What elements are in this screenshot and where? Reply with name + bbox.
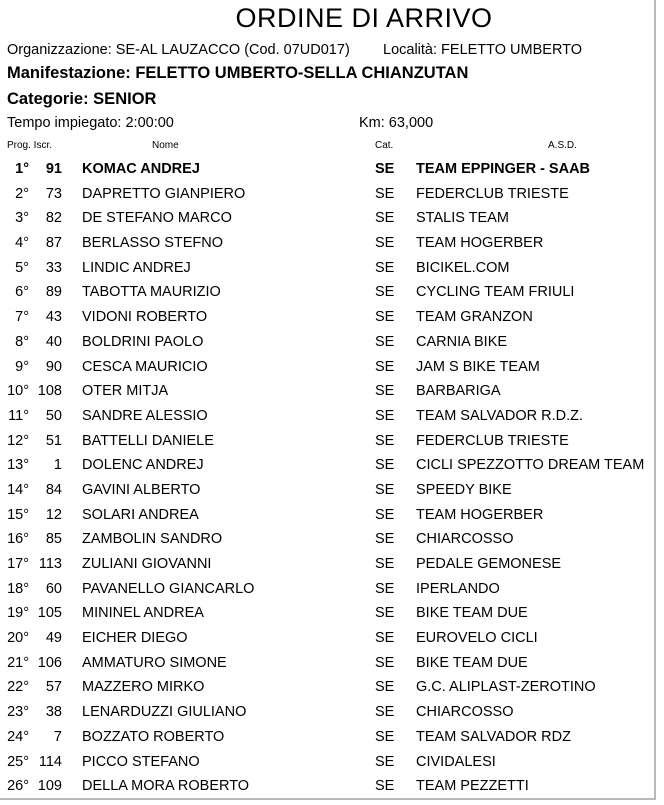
location-text: Località: FELETTO UMBERTO	[383, 42, 583, 58]
bib-number-cell: 51	[45, 432, 62, 449]
table-row	[0, 207, 656, 232]
position-cell: 11°	[8, 407, 29, 424]
rider-name-cell: SOLARI ANDREA	[82, 506, 199, 523]
bib-number-cell: 50	[45, 407, 62, 424]
team-cell: TEAM HOGERBER	[416, 506, 544, 523]
rider-name-cell: DELLA MORA ROBERTO	[82, 778, 250, 795]
category-cell: SE	[375, 185, 395, 202]
position-cell: 26°	[7, 778, 29, 795]
bib-number-cell: 89	[45, 284, 62, 301]
rider-name-cell: BOZZATO ROBERTO	[82, 728, 225, 745]
bib-number-cell: 38	[45, 704, 62, 721]
header-nome: Nome	[152, 140, 179, 151]
team-cell: G.C. ALIPLAST-ZEROTINO	[416, 679, 596, 696]
position-cell: 14°	[7, 481, 29, 498]
table-row	[0, 602, 656, 627]
team-cell: TEAM HOGERBER	[416, 235, 544, 252]
bib-number-cell: 84	[45, 481, 62, 498]
category-cell: SE	[375, 630, 395, 647]
table-row	[0, 183, 656, 208]
table-row	[0, 751, 656, 776]
table-row	[0, 380, 656, 405]
document-title: ORDINE DI ARRIVO	[235, 3, 493, 33]
position-cell: 25°	[7, 753, 29, 770]
bib-number-cell: 106	[37, 654, 62, 671]
table-row	[0, 430, 656, 455]
category-cell: SE	[375, 407, 395, 424]
category-cell: SE	[375, 580, 395, 597]
table-row	[0, 405, 656, 430]
bib-number-cell: 73	[45, 185, 62, 202]
position-cell: 8°	[15, 333, 29, 350]
bib-number-cell: 1	[53, 457, 62, 474]
header-prog-iscr: Prog. Iscr.	[7, 140, 53, 151]
team-cell: SPEEDY BIKE	[416, 481, 512, 498]
category-cell: SE	[375, 679, 395, 696]
category-cell: SE	[375, 481, 395, 498]
team-cell: CHIARCOSSO	[416, 531, 514, 548]
position-cell: 12°	[7, 432, 29, 449]
rider-name-cell: OTER MITJA	[82, 383, 169, 400]
rider-name-cell: BERLASSO STEFNO	[82, 235, 224, 252]
team-cell: BIKE TEAM DUE	[416, 605, 528, 622]
team-cell: FEDERCLUB TRIESTE	[416, 432, 569, 449]
bib-number-cell: 90	[45, 358, 62, 375]
team-cell: TEAM GRANZON	[416, 309, 533, 326]
category-cell: SE	[375, 333, 395, 350]
bib-number-cell: 91	[45, 161, 62, 177]
position-cell: 20°	[7, 630, 29, 647]
distance-text: Km: 63,000	[359, 115, 434, 131]
table-row	[0, 528, 656, 553]
rider-name-cell: DAPRETTO GIANPIERO	[82, 185, 246, 202]
table-row	[0, 331, 656, 356]
rider-name-cell: DE STEFANO MARCO	[82, 210, 232, 227]
team-cell: STALIS TEAM	[416, 210, 509, 227]
team-cell: IPERLANDO	[416, 580, 500, 597]
category-cell: SE	[375, 556, 395, 572]
position-cell: 17°	[7, 556, 29, 572]
category-cell: SE	[375, 778, 395, 795]
position-cell: 23°	[7, 704, 29, 721]
table-row	[0, 232, 656, 257]
position-cell: 4°	[15, 235, 29, 252]
position-cell: 21°	[7, 654, 29, 671]
rider-name-cell: ZAMBOLIN SANDRO	[82, 531, 223, 548]
position-cell: 15°	[7, 506, 29, 523]
bib-number-cell: 85	[45, 531, 62, 548]
bib-number-cell: 43	[45, 309, 62, 326]
position-cell: 22°	[7, 679, 29, 696]
rider-name-cell: DOLENC ANDREJ	[82, 457, 204, 474]
team-cell: TEAM PEZZETTI	[416, 778, 529, 795]
header-cat: Cat.	[375, 140, 394, 151]
category-cell: SE	[375, 531, 395, 548]
bib-number-cell: 105	[37, 605, 62, 622]
time-text: Tempo impiegato: 2:00:00	[7, 115, 174, 131]
rider-name-cell: BOLDRINI PAOLO	[82, 333, 204, 350]
category-cell: SE	[375, 358, 395, 375]
rider-name-cell: VIDONI ROBERTO	[82, 309, 208, 326]
table-row	[0, 652, 656, 677]
table-row	[0, 356, 656, 381]
bib-number-cell: 108	[37, 383, 62, 400]
team-cell: FEDERCLUB TRIESTE	[416, 185, 569, 202]
team-cell: BIKE TEAM DUE	[416, 654, 528, 671]
rider-name-cell: TABOTTA MAURIZIO	[82, 284, 221, 301]
time-line	[7, 115, 434, 131]
category-cell: SE	[375, 432, 395, 449]
rider-name-cell: PICCO STEFANO	[82, 753, 200, 770]
bib-number-cell: 60	[45, 580, 62, 597]
category-cell: SE	[375, 753, 395, 770]
table-row	[0, 578, 656, 603]
table-row	[0, 281, 656, 306]
category-cell: SE	[375, 383, 395, 400]
position-cell: 13°	[7, 457, 29, 474]
category-cell: SE	[375, 605, 395, 622]
table-row	[0, 479, 656, 504]
table-row	[0, 701, 656, 726]
position-cell: 10°	[7, 383, 29, 400]
team-cell: BARBARIGA	[416, 383, 501, 400]
table-row	[0, 306, 656, 331]
table-row	[0, 257, 656, 282]
table-row	[0, 676, 656, 701]
team-cell: TEAM EPPINGER - SAAB	[416, 161, 591, 177]
category-cell: SE	[375, 704, 395, 721]
event-name: Manifestazione: FELETTO UMBERTO-SELLA CHIANZUTAN	[7, 64, 469, 82]
team-cell: BICIKEL.COM	[416, 259, 510, 276]
rider-name-cell: CESCA MAURICIO	[82, 358, 208, 375]
category-line: Categorie: SENIOR	[7, 90, 157, 108]
team-cell: JAM S BIKE TEAM	[416, 358, 540, 375]
bib-number-cell: 57	[45, 679, 62, 696]
bib-number-cell: 109	[37, 778, 62, 795]
category-cell: SE	[375, 728, 395, 745]
rider-name-cell: AMMATURO SIMONE	[82, 654, 227, 671]
rider-name-cell: MININEL ANDREA	[82, 605, 204, 622]
team-cell: CIVIDALESI	[416, 753, 496, 770]
category-cell: SE	[375, 654, 395, 671]
team-cell: CHIARCOSSO	[416, 704, 514, 721]
team-cell: PEDALE GEMONESE	[416, 556, 562, 572]
table-row	[0, 726, 656, 751]
bib-number-cell: 7	[53, 728, 62, 745]
category-cell: SE	[375, 284, 395, 301]
rider-name-cell: EICHER DIEGO	[82, 630, 188, 647]
table-row	[0, 627, 656, 652]
team-cell: CICLI SPEZZOTTO DREAM TEAM	[416, 457, 645, 474]
category-cell: SE	[375, 235, 395, 252]
organizer-line	[7, 42, 583, 58]
rider-name-cell: MAZZERO MIRKO	[82, 679, 205, 696]
category-cell: SE	[375, 506, 395, 523]
bib-number-cell: 114	[38, 753, 62, 770]
rider-name-cell: BATTELLI DANIELE	[82, 432, 214, 449]
position-cell: 9°	[15, 358, 29, 375]
team-cell: CYCLING TEAM FRIULI	[416, 284, 575, 301]
position-cell: 3°	[15, 210, 29, 227]
position-cell: 16°	[7, 531, 29, 548]
header-asd: A.S.D.	[548, 140, 577, 151]
rider-name-cell: LENARDUZZI GIULIANO	[82, 704, 247, 721]
rider-name-cell: GAVINI ALBERTO	[82, 481, 201, 498]
category-cell: SE	[375, 309, 395, 326]
position-cell: 1°	[15, 161, 29, 177]
results-table	[0, 158, 656, 800]
rider-name-cell: ZULIANI GIOVANNI	[82, 556, 212, 572]
rider-name-cell: KOMAC ANDREJ	[82, 161, 200, 177]
position-cell: 19°	[7, 605, 29, 622]
rider-name-cell: SANDRE ALESSIO	[82, 407, 208, 424]
bib-number-cell: 87	[45, 235, 62, 252]
team-cell: CARNIA BIKE	[416, 333, 508, 350]
position-cell: 2°	[15, 185, 29, 202]
bib-number-cell: 113	[38, 556, 62, 572]
team-cell: TEAM SALVADOR RDZ	[416, 728, 571, 745]
team-cell: TEAM SALVADOR R.D.Z.	[416, 407, 584, 424]
position-cell: 7°	[15, 309, 29, 326]
bib-number-cell: 49	[45, 630, 62, 647]
team-cell: EUROVELO CICLI	[416, 630, 538, 647]
category-cell: SE	[375, 210, 395, 227]
table-row	[0, 775, 656, 800]
rider-name-cell: PAVANELLO GIANCARLO	[82, 580, 255, 597]
organizer-text: Organizzazione: SE-AL LAUZACCO (Cod. 07UD017)	[7, 42, 350, 58]
table-row	[0, 504, 656, 529]
table-row	[0, 553, 656, 578]
category-cell: SE	[375, 259, 395, 276]
bib-number-cell: 33	[45, 259, 62, 276]
category-cell: SE	[375, 161, 395, 177]
bib-number-cell: 40	[45, 333, 62, 350]
bib-number-cell: 82	[45, 210, 62, 227]
position-cell: 24°	[7, 728, 29, 745]
bib-number-cell: 12	[45, 506, 62, 523]
category-cell: SE	[375, 457, 395, 474]
rider-name-cell: LINDIC ANDREJ	[82, 259, 191, 276]
position-cell: 5°	[15, 259, 29, 276]
table-row	[0, 454, 656, 479]
position-cell: 18°	[7, 580, 29, 597]
table-row	[0, 158, 656, 183]
position-cell: 6°	[15, 284, 29, 301]
